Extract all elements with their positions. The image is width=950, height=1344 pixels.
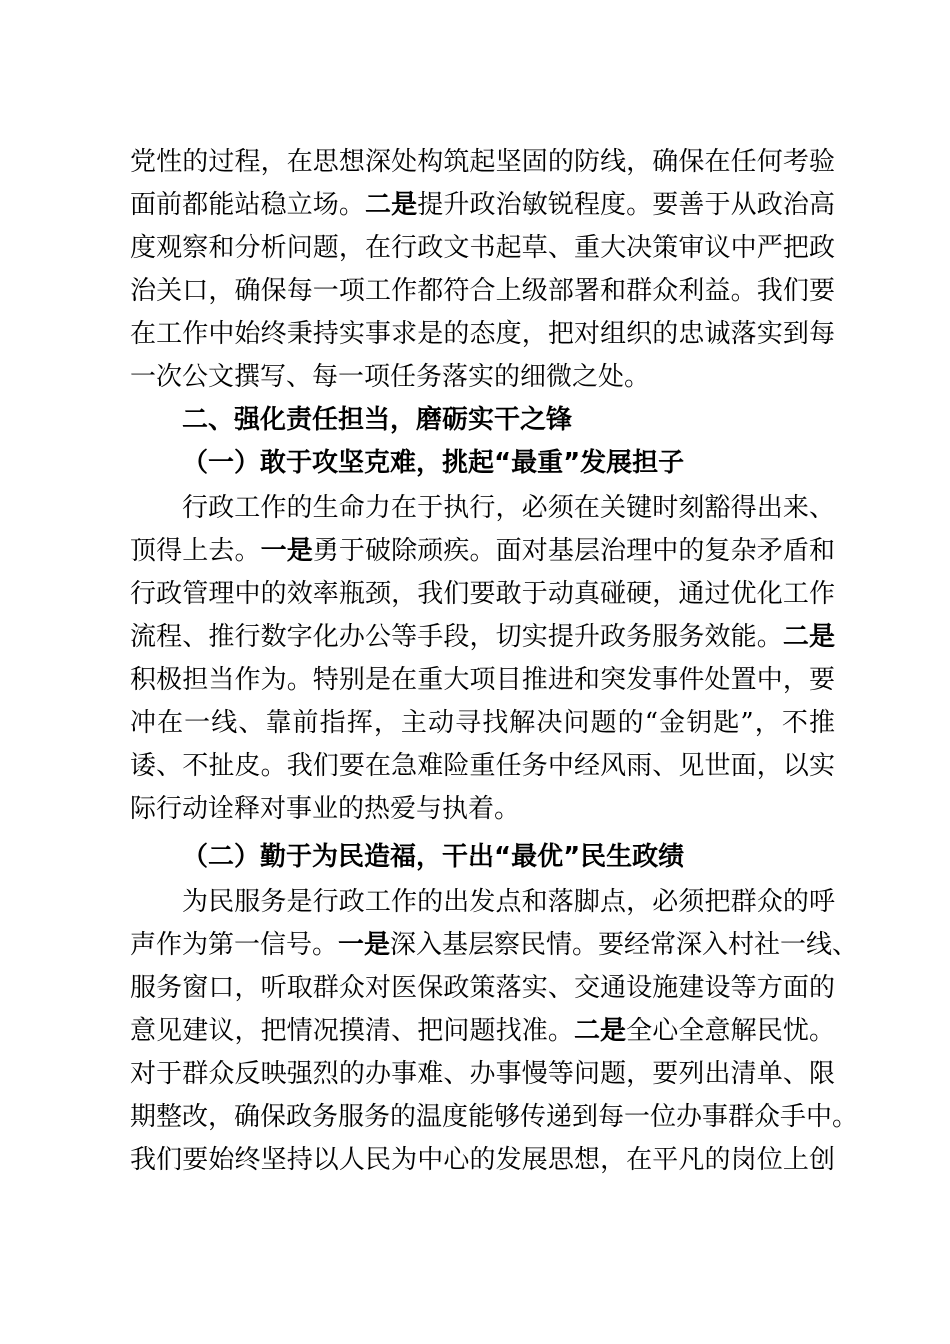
paragraph-line [130,312,835,356]
text-run: 积极担当作为。特别是在重大项目推进和突发事件处置中，要 [130,665,835,695]
text-run: 在工作中始终秉持实事求是的态度，把对组织的忠诚落实到每 [130,319,835,349]
paragraph-line [130,269,835,313]
text-run: 勇于破除顽疾。面对基层治理中的复杂矛盾和 [312,536,835,566]
bold-marker: 一是 [338,930,391,960]
text-run: 意见建议，把情况摸清、把问题找准。 [130,1016,574,1046]
paragraph-line [130,923,859,967]
text-run: 服务窗口，听取群众对医保政策落实、交通设施建设等方面的 [130,973,835,1003]
text-run: 治关口，确保每一项工作都符合上级部署和群众利益。我们要 [130,276,835,306]
text-run: 顶得上去。 [130,536,261,566]
section-heading: （一）敢于攻坚克难，挑起“最重”发展担子 [182,448,685,478]
text-run: 际行动诠释对事业的热爱与执着。 [130,794,521,824]
bold-marker: 二是 [365,190,418,220]
paragraph-line [130,140,835,184]
text-run: 面前都能站稳立场。 [130,190,366,220]
bold-marker: 一是 [260,536,313,566]
paragraph-line [130,183,835,227]
paragraph-line [130,1052,835,1096]
text-run: 为民服务是行政工作的出发点和落脚点，必须把群众的呼 [182,887,835,917]
text-run: 冲在一线、靠前指挥，主动寻找解决问题的“金钥匙”，不推 [130,708,835,738]
bold-marker: 二是 [782,622,835,652]
text-run: 度观察和分析问题，在行政文书起草、重大决策审议中严把政 [130,233,835,263]
paragraph-line [130,787,835,831]
paragraph-line [182,880,835,924]
text-run: 党性的过程，在思想深处构筑起坚固的防线，确保在任何考验 [130,147,835,177]
text-run: 对于群众反映强烈的办事难、办事慢等问题，要列出清单、限 [130,1059,835,1089]
paragraph-line [130,658,835,702]
bold-marker: 二是 [573,1016,627,1046]
text-run: 诿、不扯皮。我们要在急难险重任务中经风雨、见世面，以实 [130,751,835,781]
paragraph-line [130,701,835,745]
text-run: 全心全意解民忧。 [626,1016,835,1046]
text-run: 行政管理中的效率瓶颈，我们要敢于动真碰硬，通过优化工作 [130,579,835,609]
text-run: 流程、推行数字化办公等手段，切实提升政务服务效能。 [130,622,783,652]
paragraph-line [130,966,835,1010]
text-run: 期整改，确保政务服务的温度能够传递到每一位办事群众手中。 [130,1102,859,1132]
paragraph-line [182,486,835,530]
paragraph-line [130,1009,835,1053]
paragraph-line [130,529,835,573]
text-run: 我们要始终坚持以人民为中心的发展思想，在平凡的岗位上创 [130,1145,835,1175]
text-run: 一次公文撰写、每一项任务落实的细微之处。 [130,362,651,392]
paragraph-line [130,355,835,399]
section-heading: 二、强化责任担当，磨砺实干之锋 [182,405,573,435]
text-run: 行政工作的生命力在于执行，必须在关键时刻豁得出来、 [182,493,835,523]
text-run: 深入基层察民情。要经常深入村社一线、 [390,930,859,960]
paragraph-line [130,744,835,788]
paragraph-line [130,572,835,616]
paragraph-line [130,226,835,270]
paragraph-line [130,1138,835,1182]
paragraph-line [130,615,835,659]
section-heading: （二）勤于为民造福，干出“最优”民生政绩 [182,842,685,872]
text-run: 提升政治敏锐程度。要善于从政治高 [417,190,835,220]
paragraph-line [130,1095,859,1139]
text-run: 声作为第一信号。 [130,930,339,960]
